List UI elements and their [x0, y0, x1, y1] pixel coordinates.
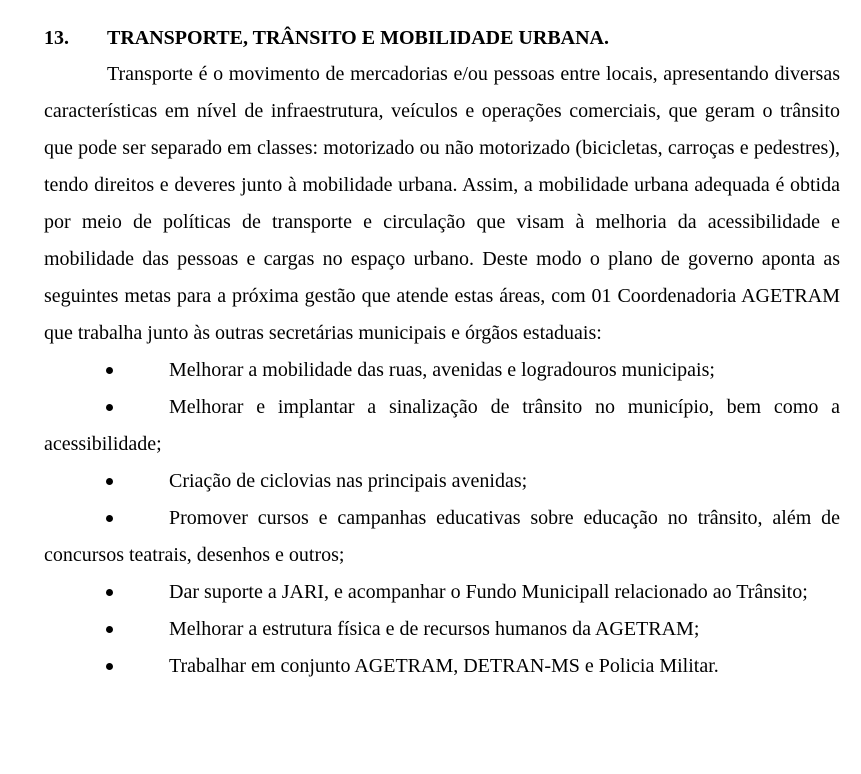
- bullet-icon: [106, 663, 113, 670]
- list-item: [44, 648, 840, 685]
- list-item: [44, 463, 840, 500]
- goals-list: [44, 352, 840, 685]
- list-item: [44, 500, 840, 574]
- bullet-icon: [106, 478, 113, 485]
- section-heading: [44, 20, 840, 56]
- document-page: [44, 20, 840, 685]
- list-item-text: Criação de ciclovias nas principais avenidas;: [169, 470, 528, 492]
- list-item-text: Promover cursos e campanhas educativas sobre educação no trânsito, além de concursos teatrais, desenhos e outros;: [44, 507, 840, 566]
- bullet-icon: [106, 367, 113, 374]
- bullet-icon: [106, 626, 113, 633]
- intro-paragraph: Transporte é o movimento de mercadorias e/ou pessoas entre locais, apresentando diversas características em nível de infraestrutura, veículos e operações comerciais, que geram o trânsito que pode ser separado em classes: motorizado ou não motorizado (bicicletas, carroças e pedestres), tendo direitos e deveres junto à mobilidade urbana. Assim, a mobilidade urbana adequada é obtida por meio de políticas de transporte e circulação que visam à melhoria da acessibilidade e mobilidade das pessoas e cargas no espaço urbano. Deste modo o plano de governo aponta as seguintes metas para a próxima gestão que atende estas áreas, com 01 Coordenadoria AGETRAM que trabalha junto às outras secretárias municipais e órgãos estaduais:: [44, 63, 840, 344]
- bullet-icon: [106, 589, 113, 596]
- list-item-text: Dar suporte a JARI, e acompanhar o Fundo Municipall relacionado ao Trânsito;: [169, 581, 808, 603]
- list-item-text: Melhorar e implantar a sinalização de trânsito no município, bem como a acessibilidade;: [44, 396, 840, 455]
- list-item: [44, 352, 840, 389]
- bullet-icon: [106, 515, 113, 522]
- list-item: [44, 574, 840, 611]
- list-item: [44, 611, 840, 648]
- section-number: 13.: [44, 27, 69, 49]
- bullet-icon: [106, 404, 113, 411]
- section-title: TRANSPORTE, TRÂNSITO E MOBILIDADE URBANA.: [107, 27, 609, 49]
- list-item-text: Trabalhar em conjunto AGETRAM, DETRAN-MS e Policia Militar.: [169, 655, 719, 677]
- list-item-text: Melhorar a estrutura física e de recursos humanos da AGETRAM;: [169, 618, 700, 640]
- list-item: [44, 389, 840, 463]
- list-item-text: Melhorar a mobilidade das ruas, avenidas e logradouros municipais;: [169, 359, 715, 381]
